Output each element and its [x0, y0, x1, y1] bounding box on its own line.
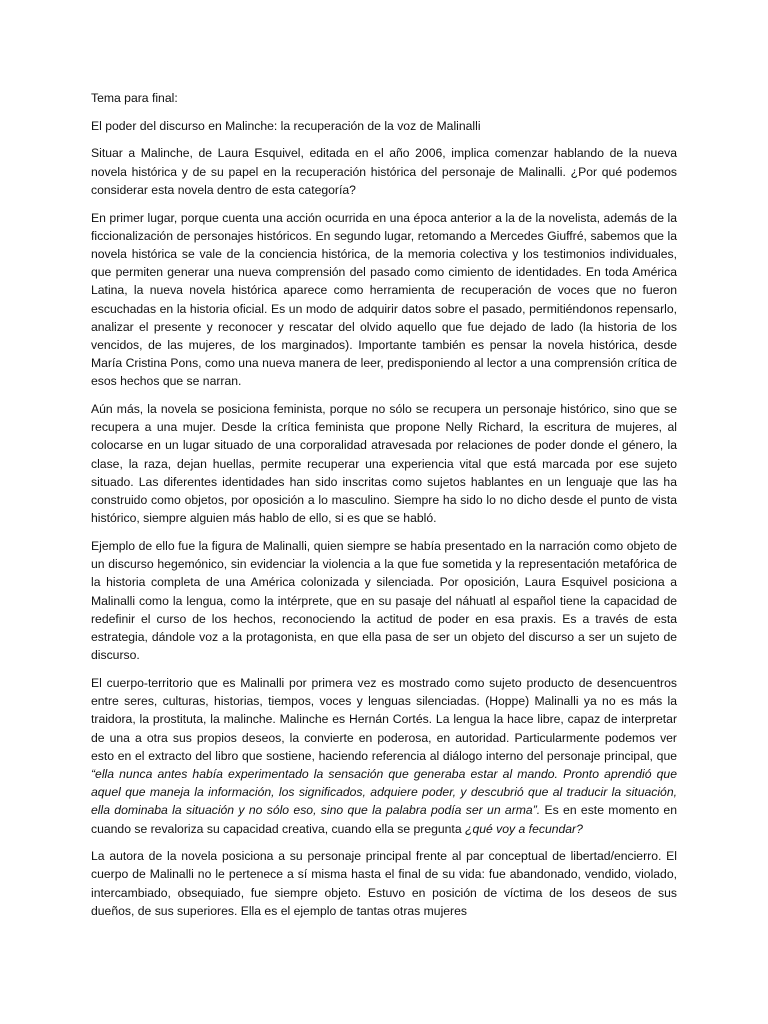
paragraph-body-territory-continuation: Es en este momento en cuando se revaloriza su capacidad creativa, cuando ella se pregunta: [91, 803, 677, 836]
paragraph-malinalli-voice: Ejemplo de ello fue la figura de Malinalli, quien siempre se había presentado en la narración como objeto de un discurso hegemónico, sin evidenciar la violencia a la que fue sometida y la representación metafórica de la historia completa de una América colonizada y silenciada. Por oposición, Laura Esquivel posiciona a Malinalli como la lengua, como la intérprete, que en su pasaje del náhuatl al español tiene la capacidad de redefinir el curso de los hechos, reconociendo la actitud de poder en esa praxis. Es a través de esta estrategia, dándole voz a la protagonista, en que ella pasa de ser un objeto del discurso a ser un sujeto de discurso.: [91, 538, 677, 663]
document-heading: Tema para final:: [91, 91, 178, 105]
paragraph-freedom-enclosure: La autora de la novela posiciona a su personaje principal frente al par conceptual de libertad/encierro. El cuerpo de Malinalli no le pertenece a sí misma hasta el final de su vida: fue abandonado, vendido, violado, intercambiado, obsequiado, fue siempre objeto. Estuvo en posición de víctima de los deseos de sus dueños, de sus superiores. Ella es el ejemplo de tantas otras mujeres: [91, 849, 677, 918]
document-body: [91, 89, 677, 930]
book-quotation: “ella nunca antes había experimentado la sensación que generaba estar al mando. Pronto aprendió que aquel que maneja la información, los significados, adquiere poder, y descubrió que al traducir la situación, ella dominaba la situación y no sólo eso, sino que la palabra podía ser un arma”.: [91, 766, 677, 818]
document-title: El poder del discurso en Malinche: la recuperación de la voz de Malinalli: [91, 118, 481, 133]
paragraph-historical-novel: En primer lugar, porque cuenta una acción ocurrida en una época anterior a la de la novelista, además de la ficcionalización de personajes históricos. En segundo lugar, retomando a Mercedes Giuffré, sabemos que la novela histórica se vale de la conciencia histórica, de la memoria colectiva y los testimonios individuales, que permiten generar una nueva comprensión del pasado como cimiento de identidades. En toda América Latina, la nueva novela histórica aparece como herramienta de recuperación de voces que no fueron escuchadas en la historia oficial. Es un modo de adquirir datos sobre el pasado, permitiéndonos repensarlo, analizar el presente y reconocer y rescatar del olvido aquello que fue dejado de lado (la historia de los vencidos, de las mujeres, de los marginados). Importante también es pensar la novela histórica, desde María Cristina Pons, como una nueva manera de leer, predisponiendo al lector a una comprensión crítica de esos hechos que se narran.: [91, 210, 677, 389]
paragraph-body-territory-text: El cuerpo-territorio que es Malinalli por primera vez es mostrado como sujeto producto de desencuentros entre seres, culturas, historias, tiempos, voces y lenguas silenciadas. (Hoppe) Malinalli ya no es más la traidora, la prostituta, la malinche. Malinche es Hernán Cortés. La lengua la hace libre, capaz de interpretar de una a otra sus propios deseos, la convierte en poderosa, en autoridad. Particularmente podemos ver esto en el extracto del libro que sostiene, haciendo referencia al diálogo interno del personaje principal, que: [91, 675, 677, 763]
paragraph-body-territory: [91, 674, 677, 838]
paragraph-intro: Situar a Malinche, de Laura Esquivel, editada en el año 2006, implica comenzar hablando de la nueva novela histórica y de su papel en la recuperación histórica del personaje de Malinalli. ¿Por qué podemos considerar esta novela dentro de esta categoría?: [91, 146, 677, 197]
paragraph-feminist-reading: Aún más, la novela se posiciona feminista, porque no sólo se recupera un personaje histórico, sino que se recupera a una mujer. Desde la crítica feminista que propone Nelly Richard, la escritura de mujeres, al colocarse en un lugar situado de una corporalidad atravesada por relaciones de poder donde el género, la clase, la raza, dejan huellas, permite recuperar una experiencia vital que está marcada por ese sujeto situado. Las diferentes identidades han sido inscritas como sujetos hablantes en un lenguaje que las ha construido como objetos, por oposición a lo masculino. Siempre ha sido lo no dicho desde el punto de vista histórico, siempre alguien más hablo de ello, si es que se habló.: [91, 402, 677, 526]
rhetorical-question: ¿qué voy a fecundar?: [465, 821, 583, 836]
